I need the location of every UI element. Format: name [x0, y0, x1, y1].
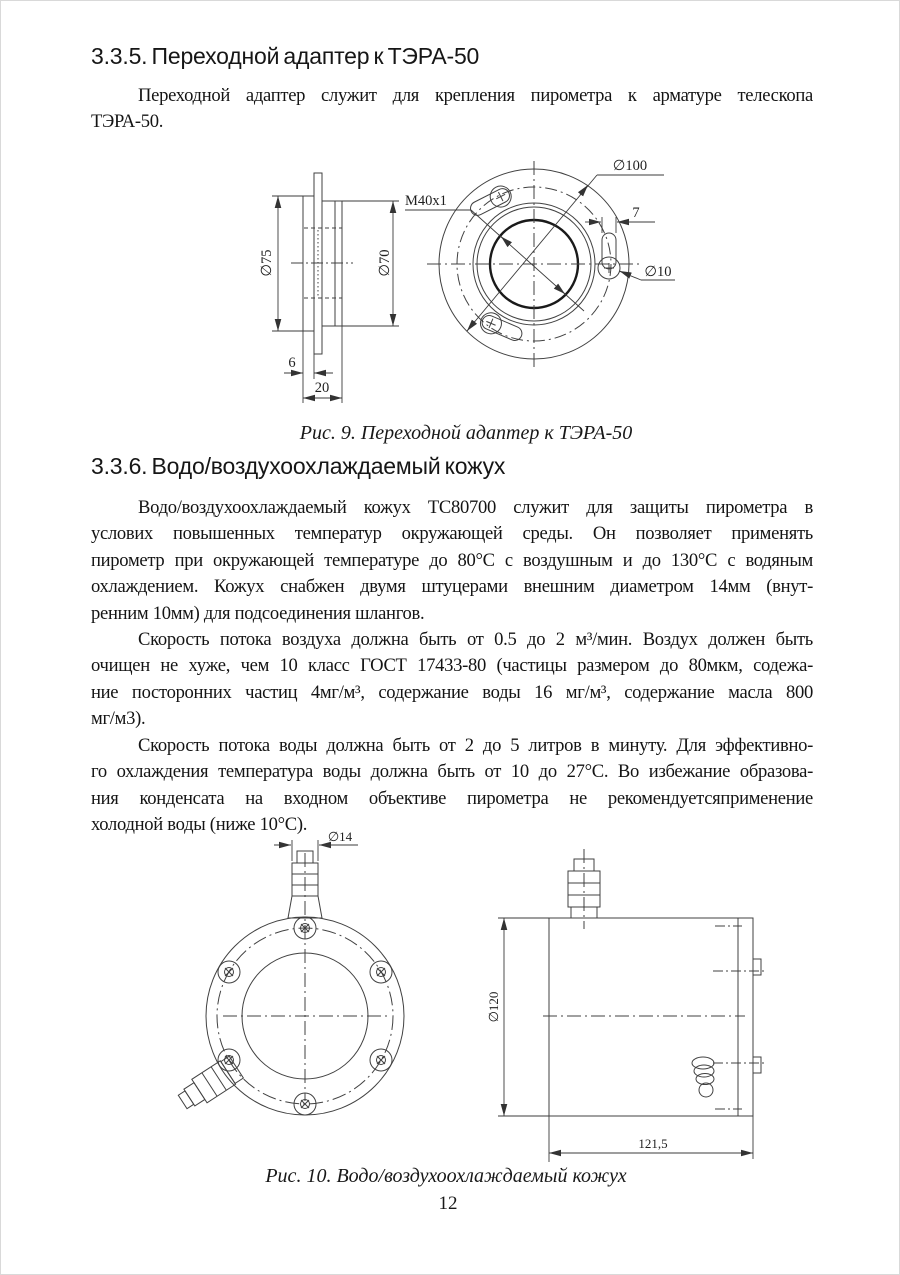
text-line: холодной воды (ниже 10°С).	[91, 814, 308, 836]
fig10-side-view	[486, 849, 765, 1162]
dim-label-d75: ∅75	[259, 249, 275, 277]
section-335-paragraph	[91, 83, 813, 136]
section-336-heading: 3.3.6. Водо/воздухоохлаждаемый кожух	[91, 453, 506, 479]
text-line: очищен не хуже, чем 10 класс ГОСТ 17433-80 (частицы размером до 80мкм, содежа-	[91, 655, 813, 677]
dim-label-d10: ∅10	[644, 264, 672, 280]
text-line: мг/м3).	[91, 708, 146, 730]
text-line: го охлаждения температура воды должна быть от 10 до 27°С. Во избежание образова-	[91, 761, 813, 783]
dim-label-d120: ∅120	[486, 991, 501, 1023]
text-line: ния конденсата на входном объективе пирометра не рекомендуетсяприменение	[91, 787, 813, 809]
text-line: Скорость потока воздуха должна быть от 0.5 до 2 м³/мин. Воздух должен быть	[138, 629, 813, 650]
dim-label-121-5: 121,5	[638, 1136, 668, 1151]
top-hose-fitting-side	[568, 849, 600, 929]
text-line: ние посторонних частиц 4мг/м³, содержание воды 16 мг/м³, содержание масла 800	[91, 681, 813, 703]
section-336-paragraph-2	[91, 627, 813, 733]
rear-flange	[738, 918, 753, 1116]
section-336-paragraph-3	[91, 733, 813, 839]
dim-label-m40x1: M40x1	[405, 193, 447, 209]
text-line: услових повышенных температур окружающей среды. Он позволяет применять	[91, 523, 813, 545]
text-line: Скорость потока воды должна быть от 2 до 5 литров в минуту. Для эффективно-	[138, 735, 813, 756]
text-line: Переходной адаптер служит для крепления пирометра к арматуре телескопа	[138, 85, 813, 106]
dim-label-d14: ∅14	[327, 829, 353, 844]
fig9-front-view	[405, 158, 675, 367]
text-line: охлаждением. Кожух снабжен двумя штуцерами внешним диаметром 14мм (внут-	[91, 576, 813, 598]
figure-10-drawing	[1, 829, 900, 1164]
text-line: ТЭРА-50.	[91, 111, 164, 133]
text-line: ренним 10мм) для подсоединения шлангов.	[91, 602, 425, 624]
slot-right	[598, 233, 620, 279]
text-line: Водо/воздухоохлаждаемый кожух ТС80700 служит для защиты пирометра в	[138, 497, 813, 518]
figure-9-drawing	[1, 149, 900, 419]
housing-body	[549, 918, 738, 1116]
dim-label-6: 6	[288, 355, 296, 371]
figure-9-caption: Рис. 9. Переходной адаптер к ТЭРА-50	[299, 422, 633, 444]
dim-label-20: 20	[314, 380, 330, 396]
fig9-side-view	[259, 173, 399, 403]
dim-label-7: 7	[632, 205, 640, 221]
fig10-front-view	[175, 829, 404, 1115]
section-336-paragraph-1	[91, 495, 813, 627]
slot-top-left	[467, 182, 515, 220]
figure-10-caption: Рис. 10. Водо/воздухоохлаждаемый кожух	[265, 1165, 627, 1187]
text-line: пирометр при окружающей температуре до 80°С с воздушным и до 130°С с водяным	[91, 549, 813, 571]
dim-label-d70: ∅70	[377, 249, 393, 277]
dim-label-d100: ∅100	[612, 158, 648, 174]
page-number: 12	[438, 1193, 458, 1214]
front-facing-fitting	[692, 1057, 714, 1097]
section-335-heading: 3.3.5. Переходной адаптер к ТЭРА-50	[91, 43, 480, 69]
